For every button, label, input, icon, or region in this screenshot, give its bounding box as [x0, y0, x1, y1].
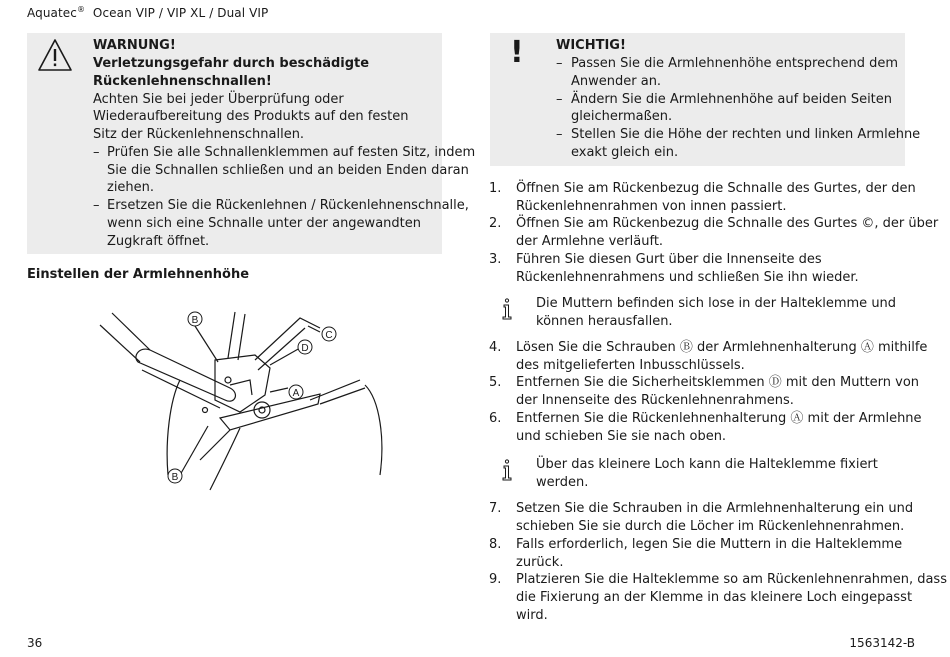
important-bullet-line: exakt gleich ein.: [571, 145, 679, 160]
diagram-label-b-top: B: [191, 315, 199, 326]
step-line: Falls erforderlich, legen Sie die Muttern in die Halteklemme: [516, 537, 903, 552]
document-header: [27, 5, 268, 20]
step-line: Rückenlehnenrahmen von innen passiert.: [516, 199, 787, 214]
step-line: Platzieren Sie die Halteklemme so am Rückenlehnenrahmen, dass: [516, 572, 947, 587]
warning-body-line: Sitz der Rückenlehnenschnallen.: [93, 127, 305, 142]
important-bullet-line: Passen Sie die Armlehnenhöhe entsprechend dem: [571, 56, 899, 71]
bullet-dash: –: [93, 198, 100, 213]
exclamation-icon: !: [510, 35, 524, 70]
important-title: WICHTIG!: [556, 38, 626, 53]
step-number: 8.: [489, 537, 502, 552]
step-line: Führen Sie diesen Gurt über die Innenseite des: [516, 252, 822, 267]
important-bullet-line: gleichermaßen.: [571, 109, 673, 124]
warning-bullet-line: Zugkraft öffnet.: [107, 234, 210, 249]
important-bullet-line: Ändern Sie die Armlehnenhöhe auf beiden Seiten: [571, 92, 893, 107]
bullet-dash: –: [556, 92, 563, 107]
step-number: 3.: [489, 252, 502, 267]
step-number: 6.: [489, 411, 502, 426]
warning-body-line: Achten Sie bei jeder Überprüfung oder: [93, 92, 344, 107]
step-line: Entfernen Sie die Rückenlehnenhalterung Ⓐ mit der Armlehne: [516, 411, 922, 426]
step-line: der Armlehne verläuft.: [516, 234, 664, 249]
step-line: der Innenseite des Rückenlehnenrahmens.: [516, 393, 794, 408]
step-line: Rückenlehnenrahmens und schließen Sie ihn wieder.: [516, 270, 859, 285]
step-number: 9.: [489, 572, 502, 587]
step-line: Entfernen Sie die Sicherheitsklemmen Ⓓ mit den Muttern von: [516, 375, 920, 390]
step-number: 5.: [489, 375, 502, 390]
warning-body-line: Wiederaufbereitung des Produkts auf den festen: [93, 109, 409, 124]
warning-bullet-line: Ersetzen Sie die Rückenlehnen / Rückenlehnenschnalle,: [107, 198, 469, 213]
warning-title: WARNUNG!: [93, 38, 176, 53]
warning-bullet-line: wenn sich eine Schnalle unter der angewandten: [107, 216, 421, 231]
info-icon: [500, 459, 514, 481]
important-bullet-line: Stellen Sie die Höhe der rechten und linken Armlehne: [571, 127, 921, 142]
armrest-diagram: [80, 300, 440, 500]
step-line: Lösen Sie die Schrauben Ⓑ der Armlehnenhalterung Ⓐ mithilfe: [516, 340, 928, 355]
step-line: die Fixierung an der Klemme in das kleinere Loch eingepasst: [516, 590, 913, 605]
info-note-line: Über das kleinere Loch kann die Halteklemme fixiert: [536, 457, 878, 472]
warning-bullet-line: Prüfen Sie alle Schnallenklemmen auf festen Sitz, indem: [107, 145, 476, 160]
page-number: 36: [27, 636, 43, 650]
important-bullet-line: Anwender an.: [571, 74, 662, 89]
model-names: Ocean VIP / VIP XL / Dual VIP: [92, 6, 269, 20]
step-line: Öffnen Sie am Rückenbezug die Schnalle des Gurtes ©, der über: [516, 216, 939, 231]
step-line: des mitgelieferten Inbusschlüssels.: [516, 358, 745, 373]
diagram-label-c: C: [325, 330, 333, 341]
bullet-dash: –: [556, 56, 563, 71]
diagram-label-b-bottom: B: [171, 472, 179, 483]
diagram-label-a: A: [292, 388, 300, 399]
warning-subtitle-line: Rückenlehnenschnallen!: [93, 74, 272, 89]
step-number: 1.: [489, 181, 502, 196]
bullet-dash: –: [556, 127, 563, 142]
warning-bullet-line: Sie die Schnallen schließen und an beiden Enden daran: [107, 163, 469, 178]
step-line: und schieben Sie sie nach oben.: [516, 429, 727, 444]
step-line: zurück.: [516, 555, 564, 570]
step-number: 4.: [489, 340, 502, 355]
step-line: schieben Sie sie durch die Löcher im Rückenlehnenrahmen.: [516, 519, 905, 534]
section-title: Einstellen der Armlehnenhöhe: [27, 267, 250, 282]
registered-mark: ®: [76, 5, 86, 14]
info-note-line: können herausfallen.: [536, 314, 673, 329]
info-note-line: werden.: [536, 475, 589, 490]
step-number: 7.: [489, 501, 502, 516]
step-line: wird.: [516, 608, 548, 623]
warning-triangle-icon: [37, 38, 73, 72]
warning-bullet-line: ziehen.: [107, 180, 155, 195]
info-note-line: Die Muttern befinden sich lose in der Halteklemme und: [536, 296, 897, 311]
warning-subtitle-line: Verletzungsgefahr durch beschädigte: [93, 56, 370, 71]
brand-name: Aquatec: [27, 6, 77, 20]
info-icon: [500, 298, 514, 320]
step-line: Öffnen Sie am Rückenbezug die Schnalle des Gurtes, der den: [516, 181, 916, 196]
step-line: Setzen Sie die Schrauben in die Armlehnenhalterung ein und: [516, 501, 914, 516]
diagram-label-d: D: [301, 343, 309, 354]
step-number: 2.: [489, 216, 502, 231]
bullet-dash: –: [93, 145, 100, 160]
document-number: 1563142-B: [849, 636, 915, 650]
